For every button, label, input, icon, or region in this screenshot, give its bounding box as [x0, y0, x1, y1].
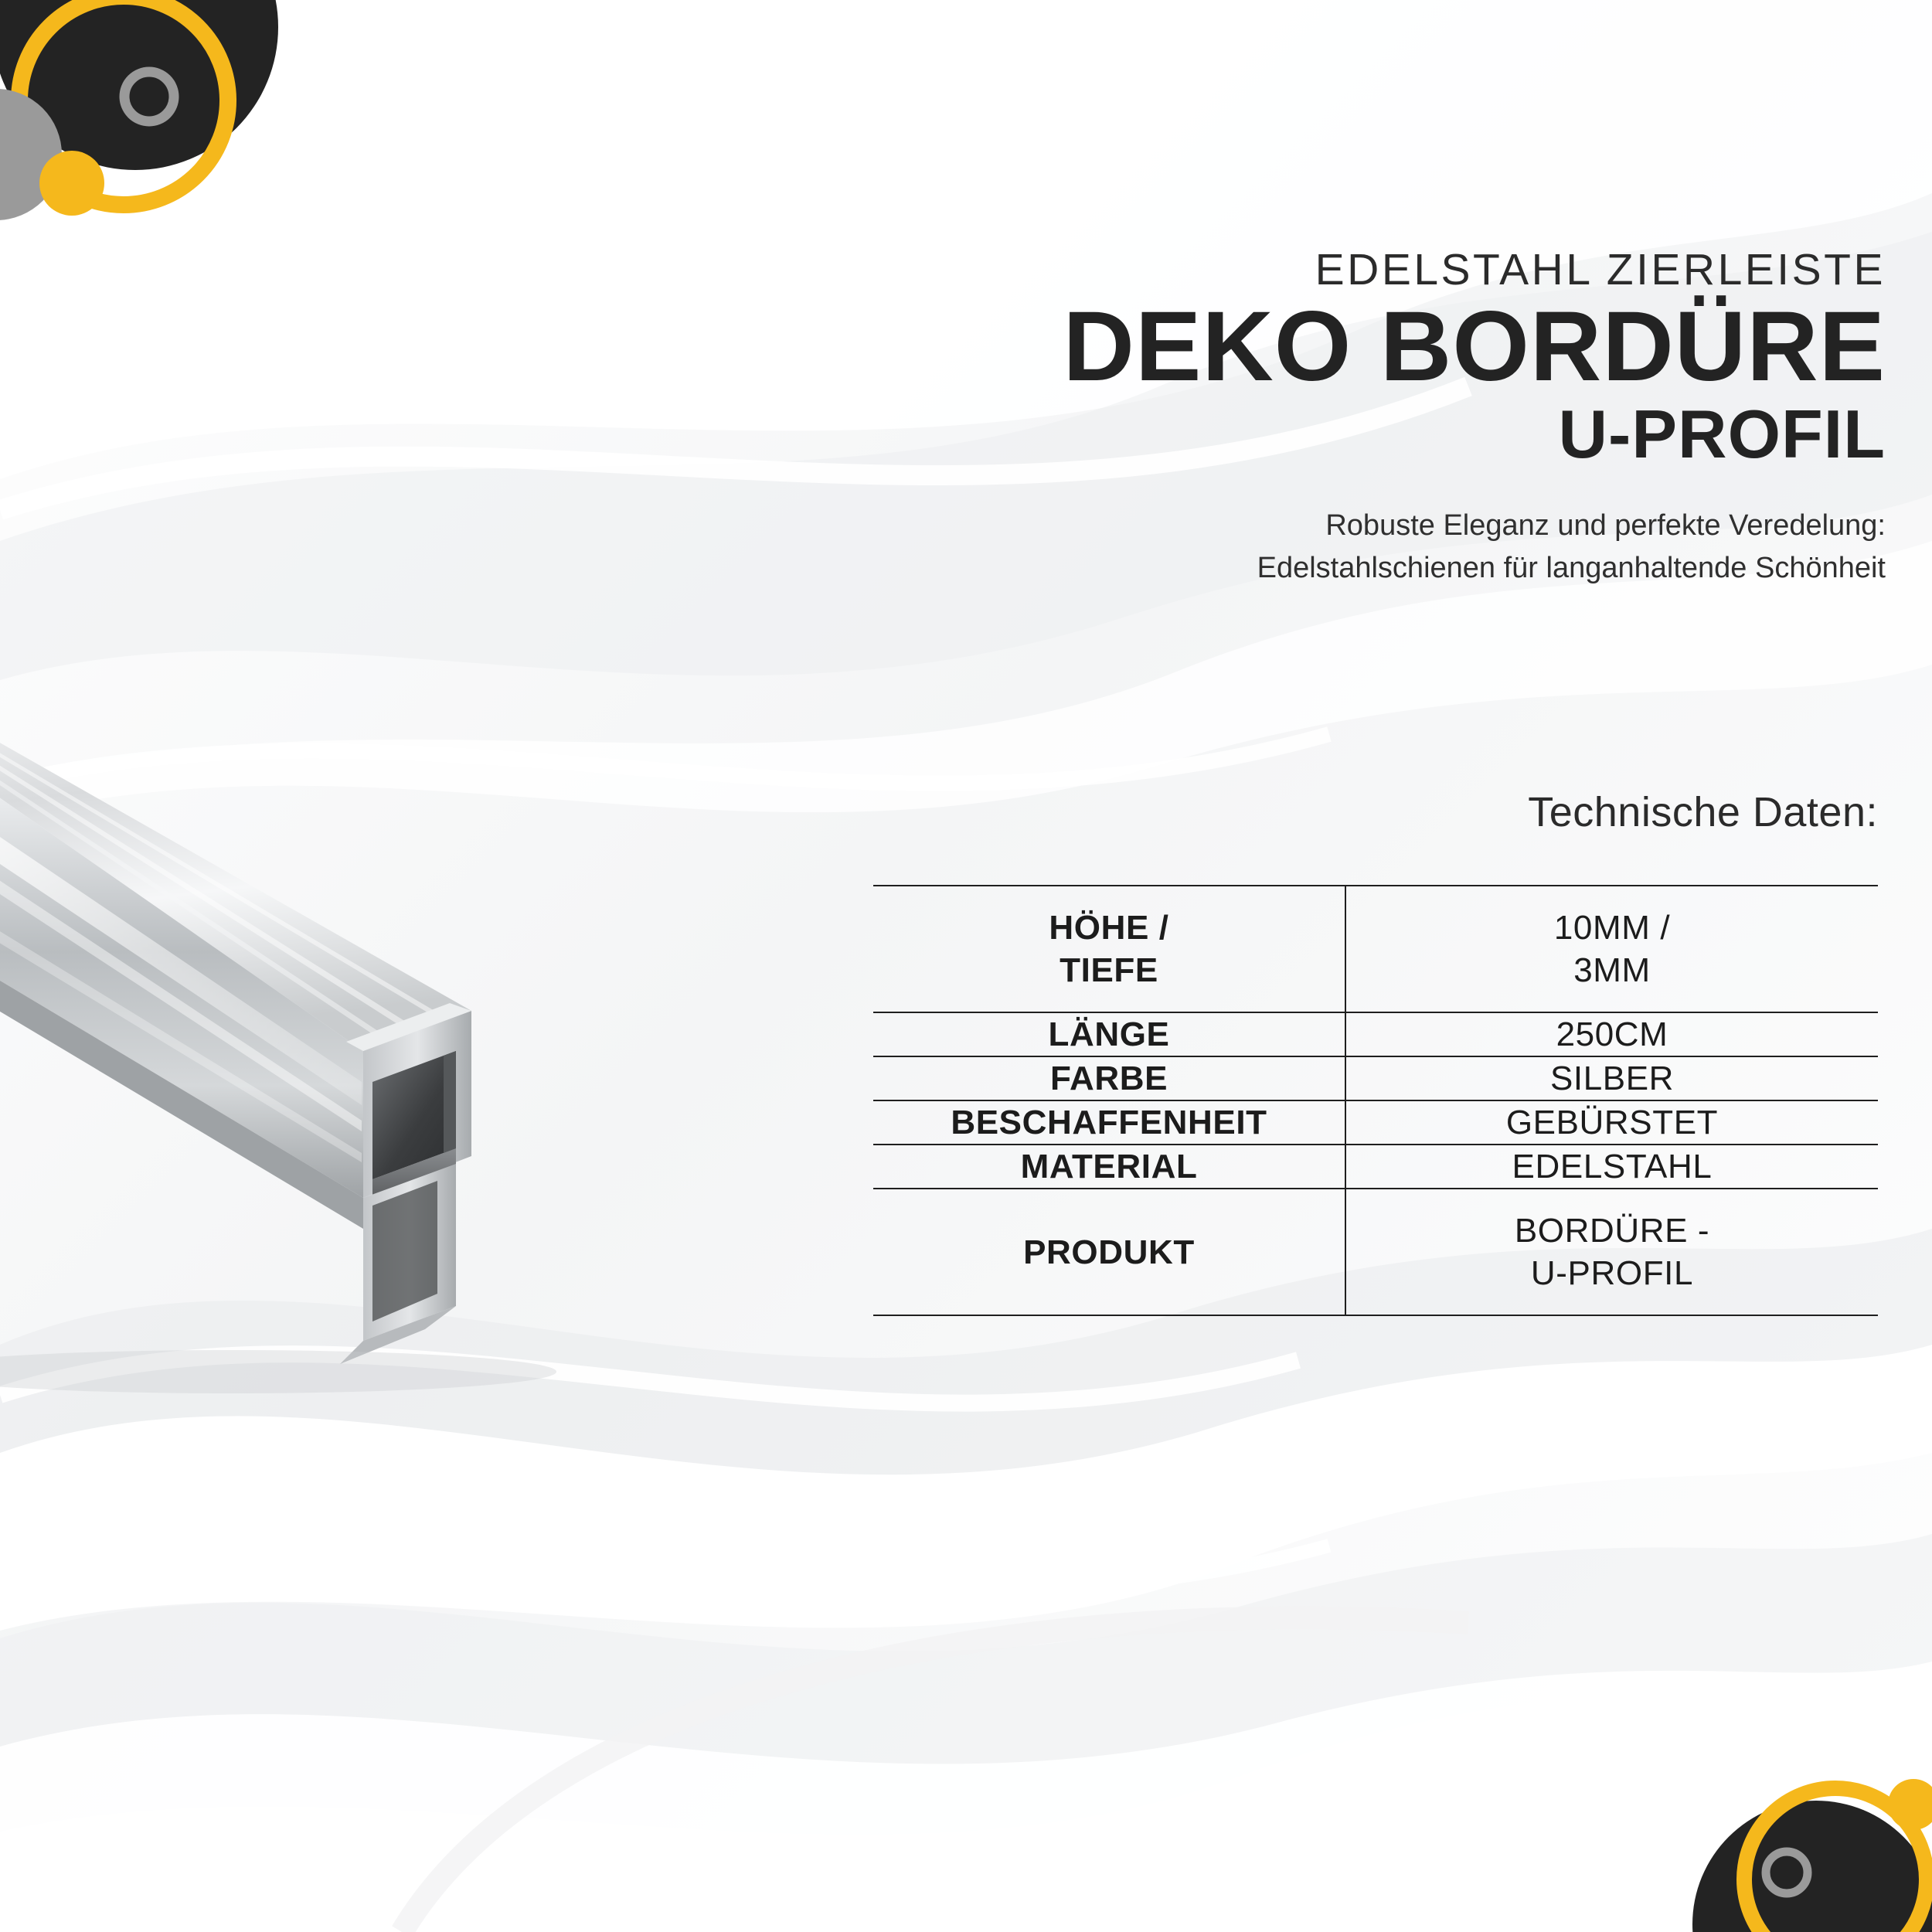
tagline-line-2: Edelstahlschienen für langanhaltende Schönheit [1257, 551, 1886, 584]
spec-label-farbe: FARBE [873, 1056, 1345, 1100]
spec-label-material: MATERIAL [873, 1145, 1345, 1189]
yellow-dot-br [1888, 1779, 1932, 1830]
spec-value-line-1: BORDÜRE - [1514, 1212, 1710, 1250]
u-profile-rail-illustration [0, 719, 750, 1492]
spec-value-material: EDELSTAHL [1512, 1148, 1713, 1185]
table-row [873, 1100, 1878, 1145]
spec-value-beschaffenheit: GEBÜRSTET [1505, 1104, 1719, 1141]
table-row [873, 1012, 1878, 1056]
spec-value-hoehe-tiefe [1345, 886, 1878, 1012]
table-row [873, 1189, 1878, 1315]
spec-label-hoehe-tiefe [873, 886, 1345, 1012]
tagline-line-1: Robuste Eleganz und perfekte Veredelung: [1325, 509, 1886, 542]
spec-value-farbe: SILBER [1549, 1060, 1675, 1097]
decorative-circles-bottom-right [1569, 1677, 1932, 1932]
spec-value-line-2: 3MM [1573, 951, 1651, 989]
yellow-dot [39, 151, 104, 216]
spec-value-line-1: 10MM / [1553, 909, 1671, 947]
spec-label-line-2: TIEFE [1060, 951, 1158, 989]
product-image [0, 719, 750, 1492]
spec-label-produkt: PRODUKT [873, 1189, 1345, 1315]
page-title: DEKO BORDÜRE [1063, 291, 1886, 402]
kicker-text: EDELSTAHL ZIERLEISTE [1315, 245, 1886, 294]
headline-block [726, 247, 1886, 590]
spec-label-line-1: HÖHE / [1049, 909, 1169, 947]
decorative-circles-top-left [0, 0, 402, 363]
tagline [726, 505, 1886, 590]
table-row [873, 1056, 1878, 1100]
spec-label-beschaffenheit: BESCHAFFENHEIT [873, 1100, 1345, 1145]
table-row [873, 886, 1878, 1012]
spec-value-produkt [1345, 1189, 1878, 1315]
spec-value-laenge: 250CM [1556, 1015, 1668, 1053]
specifications-table [873, 885, 1878, 1316]
spec-label-laenge: LÄNGE [873, 1012, 1345, 1056]
spec-value-line-2: U-PROFIL [1530, 1254, 1694, 1292]
table-row [873, 1145, 1878, 1189]
page-subtitle: U-PROFIL [1558, 396, 1886, 473]
specs-heading: Technische Daten: [1528, 789, 1878, 835]
